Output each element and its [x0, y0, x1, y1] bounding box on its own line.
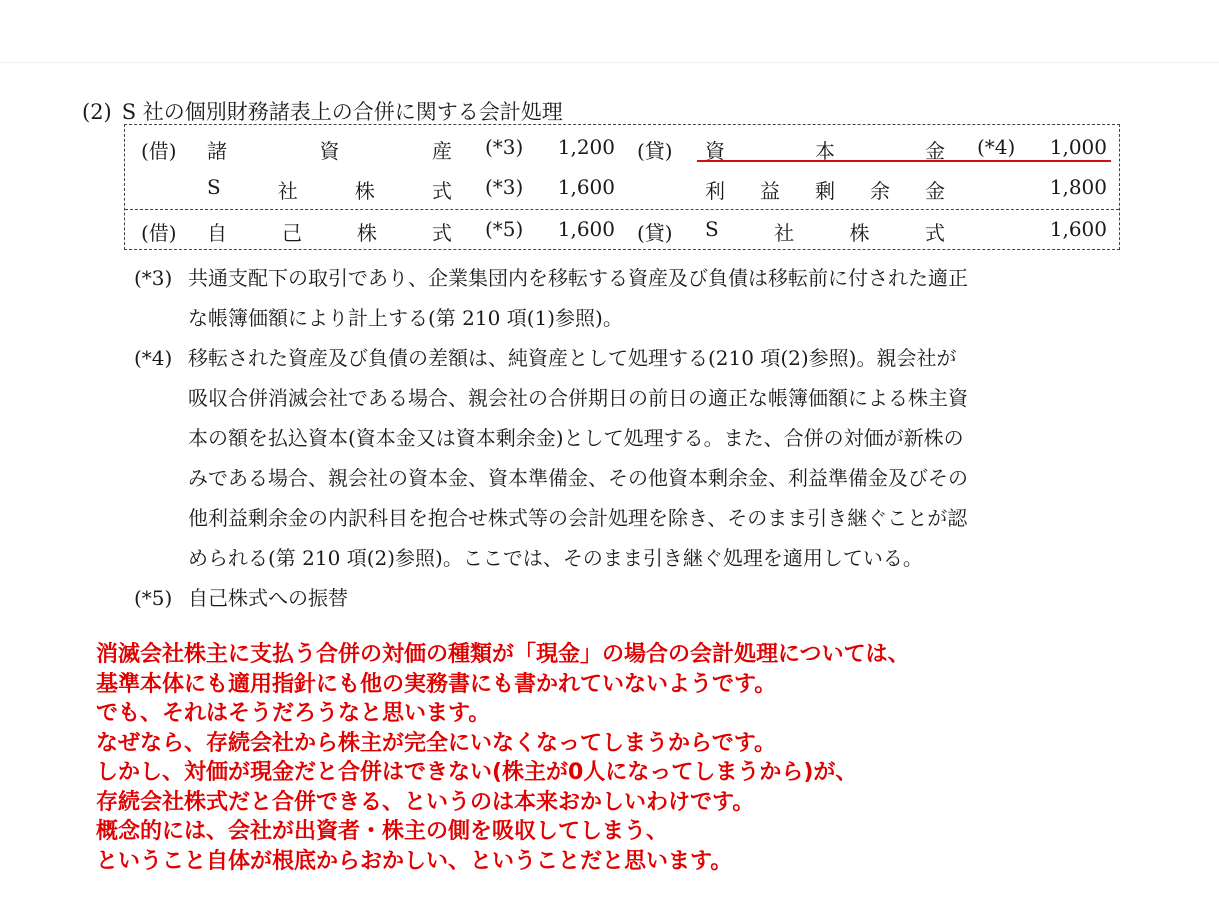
account-char: 式 [431, 179, 452, 203]
journal-entry-table [124, 124, 1120, 250]
account-char: 社 [277, 179, 298, 203]
footnote [134, 338, 1124, 578]
section-title: S 社の個別財務諸表上の合併に関する会計処理 [121, 100, 563, 124]
account-char: 資 [319, 139, 340, 163]
account-char: 剰 [815, 179, 835, 203]
red-commentary [96, 640, 1206, 876]
footnote-line: 他利益剰余金の内訳科目を抱合せ株式等の会計処理を除き、そのまま引き継ぐことが認 [188, 506, 968, 530]
account-char: 諸 [207, 139, 227, 163]
account-char: 資 [705, 139, 725, 163]
footnote-line: 共通支配下の取引であり、企業集団内を移転する資産及び負債は移転前に付された適正 [188, 266, 968, 290]
debit-amount: 1,600 [557, 217, 615, 241]
section-heading [82, 96, 563, 126]
credit-amount: 1,800 [1049, 175, 1107, 199]
debit-account [207, 135, 452, 164]
footnote-mark: (*5) [134, 586, 173, 610]
footnote-line: 移転された資産及び負債の差額は、純資産として処理する(210 項(2)参照)。親会社が [188, 346, 957, 370]
account-char: 利 [705, 179, 725, 203]
credit-amount: 1,000 [1049, 135, 1107, 159]
account-char: S [705, 217, 719, 241]
debit-side-label: (借) [141, 139, 177, 163]
debit-note-ref: (*3) [485, 135, 524, 159]
commentary-line: 存続会社株式だと合併できる、というのは本来おかしいわけです。 [96, 789, 755, 815]
account-char: 余 [870, 179, 890, 203]
footnote-line: みである場合、親会社の資本金、資本準備金、その他資本剰余金、利益準備金及びその [188, 466, 968, 490]
account-char: 金 [925, 179, 945, 203]
footnote-mark: (*4) [134, 346, 173, 370]
debit-account [207, 175, 452, 204]
account-char: 株 [354, 179, 375, 203]
credit-side-label: (貸) [637, 139, 673, 163]
debit-amount: 1,600 [557, 175, 615, 199]
debit-side-label: (借) [141, 221, 177, 245]
account-char: 株 [357, 221, 377, 245]
credit-account [705, 135, 945, 164]
credit-side-label: (貸) [637, 221, 673, 245]
entry-separator [125, 209, 1119, 210]
account-char: 社 [774, 221, 795, 245]
commentary-line: 基準本体にも適用指針にも他の実務書にも書かれていないようです。 [96, 671, 777, 697]
credit-note-ref: (*4) [977, 135, 1016, 159]
journal-row [125, 211, 1119, 251]
account-char: 式 [924, 221, 945, 245]
debit-amount: 1,200 [557, 135, 615, 159]
footnote-line: 吸収合併消滅会社である場合、親会社の合併期日の前日の適正な帳簿価額による株主資 [188, 386, 968, 410]
footnote-line: 本の額を払込資本(資本金又は資本剰余金)として処理する。また、合併の対価が新株の [188, 426, 964, 450]
commentary-line: 消滅会社株主に支払う合併の対価の種類が「現金」の場合の会計処理については、 [96, 642, 910, 667]
account-char: 益 [760, 179, 780, 203]
credit-account [705, 175, 945, 204]
credit-amount: 1,600 [1049, 217, 1107, 241]
journal-row [125, 129, 1119, 169]
section-number: (2) [82, 100, 112, 124]
top-margin [0, 0, 1219, 63]
commentary-line: なぜなら、存続会社から株主が完全にいなくなってしまうからです。 [96, 730, 777, 756]
account-char: 金 [925, 139, 945, 163]
debit-note-ref: (*5) [485, 217, 524, 241]
account-char: S [207, 175, 221, 199]
account-char: 己 [282, 221, 302, 245]
credit-account [705, 217, 945, 246]
footnotes [134, 258, 1124, 618]
footnote [134, 578, 1124, 618]
account-char: 産 [432, 139, 452, 163]
account-char: 本 [815, 139, 835, 163]
footnote-line: められる(第 210 項(2)参照)。ここでは、そのまま引き継ぐ処理を適用している。 [188, 546, 923, 570]
account-char: 自 [207, 221, 227, 245]
debit-account [207, 217, 452, 246]
footnote [134, 258, 1124, 338]
footnote-line: な帳簿価額により計上する(第 210 項(1)参照)。 [188, 306, 623, 330]
commentary-line: ということ自体が根底からおかしい、ということだと思います。 [96, 848, 733, 874]
commentary-line: しかし、対価が現金だと合併はできない(株主が0人になってしまうから)が、 [96, 760, 858, 785]
footnote-mark: (*3) [134, 266, 173, 290]
debit-note-ref: (*3) [485, 175, 524, 199]
footnote-line: 自己株式への振替 [188, 586, 348, 610]
account-char: 式 [432, 221, 452, 245]
commentary-line: でも、それはそうだろうなと思います。 [96, 701, 491, 726]
commentary-line: 概念的には、会社が出資者・株主の側を吸収してしまう、 [96, 819, 669, 844]
account-char: 株 [849, 221, 870, 245]
journal-row [125, 169, 1119, 209]
